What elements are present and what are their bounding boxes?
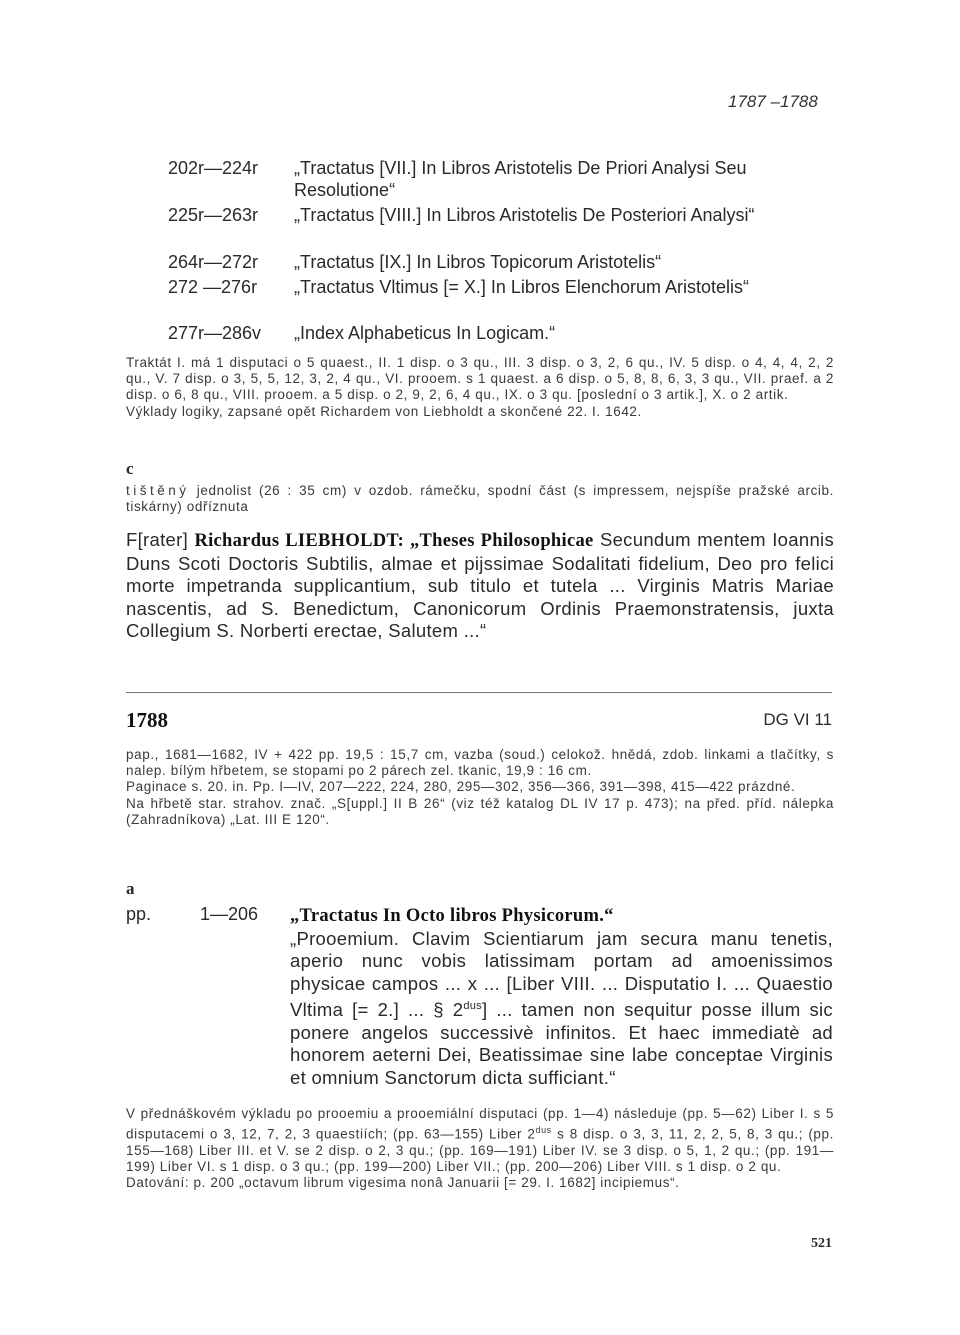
toc-text: „Tractatus [VII.] In Libros Aristotelis De Priori Analysi Seu Resolutione“ (294, 158, 747, 200)
toc-ref: 225r—263r (168, 205, 259, 225)
section-divider (126, 692, 832, 693)
treatise-incipit-explicit: „Prooemium. Clavim Scientiarum jam secura manu tenetis, aperio nunc vobis latissimam portam ad amoenissimos physicae campos ... x ... [Liber VIII. ... Disputatio I. ... Quaestio Vltima [= 2.] ... § $2^{dus}$] ... tamen non sequitur posse illum sic ponere angelos successivè infinitos. Et haec immediatè ad honorem aeterni Dei, Beatissimae sine labe conceptae Virginis et omnium Sanctorum dicta sufficiant.“ (290, 927, 833, 1088)
running-head: 1787 –1788 (728, 92, 818, 111)
treatise-title: „Tractatus In Octo libros Physicorum.“ (290, 906, 614, 926)
desc-spaced: tištěný (126, 483, 190, 498)
treatise-a (290, 904, 833, 1089)
toc-ref: 277r—286v (168, 323, 262, 343)
toc-ref: 264r—272r (168, 252, 259, 272)
print-description (126, 483, 834, 515)
desc-rest: jednolist (26 : 35 cm) v ozdob. rámečku, spodní část (s impressem, nejspíše pražské arcib. tiskárny) odříznuta (126, 483, 834, 515)
note-dating: Datování: p. 200 „octavum librum vigesima nonâ Januarii [= 29. I. 1682] incipiemus“. (126, 1175, 680, 1191)
note-structure: Traktát I. má 1 disputaci o 5 quaest., II. 1 disp. o 3 qu., III. 3 disp. o 3, 2, 6 qu., IV. 5 disp. o 4, 4, 4, 2, 2 qu., V. 7 disp. o 3, 5, 5, 12, 3, 2, 4 qu., VI. prooem. s 1 quaest. a 6 disp. o 5, 8, 8, 6, 3, 3 qu., VII. praef. a 2 disp. o 6, 8 qu., VIII. prooem. a 5 disp. o 2, 9, 2, 6, 4 qu., IX. o 3 qu. [poslední o 3 artik.], X. o 2 artik. (126, 355, 834, 403)
lecture-note (126, 1106, 834, 1192)
page-number: 521 (811, 1236, 832, 1251)
entry-prefix: F[rater] (126, 529, 195, 550)
desc-shelfmarks: Na hřbetě star. strahov. znač. „S[uppl.] II B 26“ (viz též katalog DL IV 17 p. 473); na před. příd. nálepka (Zahradníkova) „Lat. III E 120“. (126, 795, 834, 827)
treatise-note (126, 355, 834, 420)
toc-ref: 202r—224r (168, 158, 259, 178)
ref-pages: 1—206 (200, 904, 259, 924)
physical-description (126, 747, 834, 828)
section-letter-c: c (126, 459, 134, 478)
toc-text: „Tractatus [VIII.] In Libros Aristotelis De Posteriori Analysi“ (294, 205, 755, 225)
desc-material: pap., 1681—1682, IV + 422 pp. 19,5 : 15,7 cm, vazba (soud.) celokož. hnědá, zdob. linkami a tlačítky, s nalep. bílým hřbetem, se stopami po 2 párech zel. tkanic, 19,9 : 16 cm. (126, 747, 834, 779)
ref-prefix: pp. (126, 904, 152, 924)
entry-text: Secundum mentem Ioannis Duns Scoti Doctoris Subtilis, almae et pijssimae Sodalitati fidelium, Deo pro felici morte impetranda supplicantium, sub titulo et tutela ... Virginis Matris Mariae nascentis, ad S. Benedictum, Canonicorum Ordinis Praemonstratensis, juxta Collegium S. Norberti erectae, Salutem ...“ (126, 529, 834, 641)
note-contents: V přednáškovém výkladu po prooemiu a prooemiální disputaci (pp. 1—4) následuje (pp. 5—62) Liber I. s 5 disputacemi o 3, 12, 7, 2, 3 quaestiích; (pp. 63—155) Liber $2^{dus}$ s 8 disp. o 3, 3, 11, 2, 2, 5, 8, 3 qu.; (pp. 155—168) Liber III. et V. se 2 disp. o 2, 3 qu.; (pp. 169—191) Liber IV. se 3 disp. o 5, 1, 2 qu.; (pp. 191—199) Liber VI. s 1 disp. o 3 qu.; (pp. 199—200) Liber VII.; (pp. 200—206) Liber VIII. s 1 disp. o 2 qu. (126, 1106, 835, 1175)
section-letter-a: a (126, 879, 135, 898)
note-dating: Výklady logiky, zapsané opět Richardem von Liebholdt a skončené 22. I. 1642. (126, 403, 642, 419)
toc-ref: 272 —276r (168, 277, 258, 297)
theses-entry (126, 529, 834, 643)
toc-text: „Index Alphabeticus In Logicam.“ (294, 323, 556, 343)
toc-text: „Tractatus [IX.] In Libros Topicorum Aristotelis“ (294, 252, 662, 272)
entry-author-title: Richardus LIEBHOLDT: „Theses Philosophicae (194, 531, 594, 551)
desc-pagination: Paginace s. 20. in. Pp. I—IV, 207—222, 224, 280, 295—302, 356—366, 391—398, 415—422 prázdné. (126, 779, 796, 795)
entry-number: 1788 (126, 708, 168, 732)
shelf-signature: DG VI 11 (763, 710, 832, 729)
toc-text: „Tractatus Vltimus [= X.] In Libros Elenchorum Aristotelis“ (294, 277, 749, 297)
